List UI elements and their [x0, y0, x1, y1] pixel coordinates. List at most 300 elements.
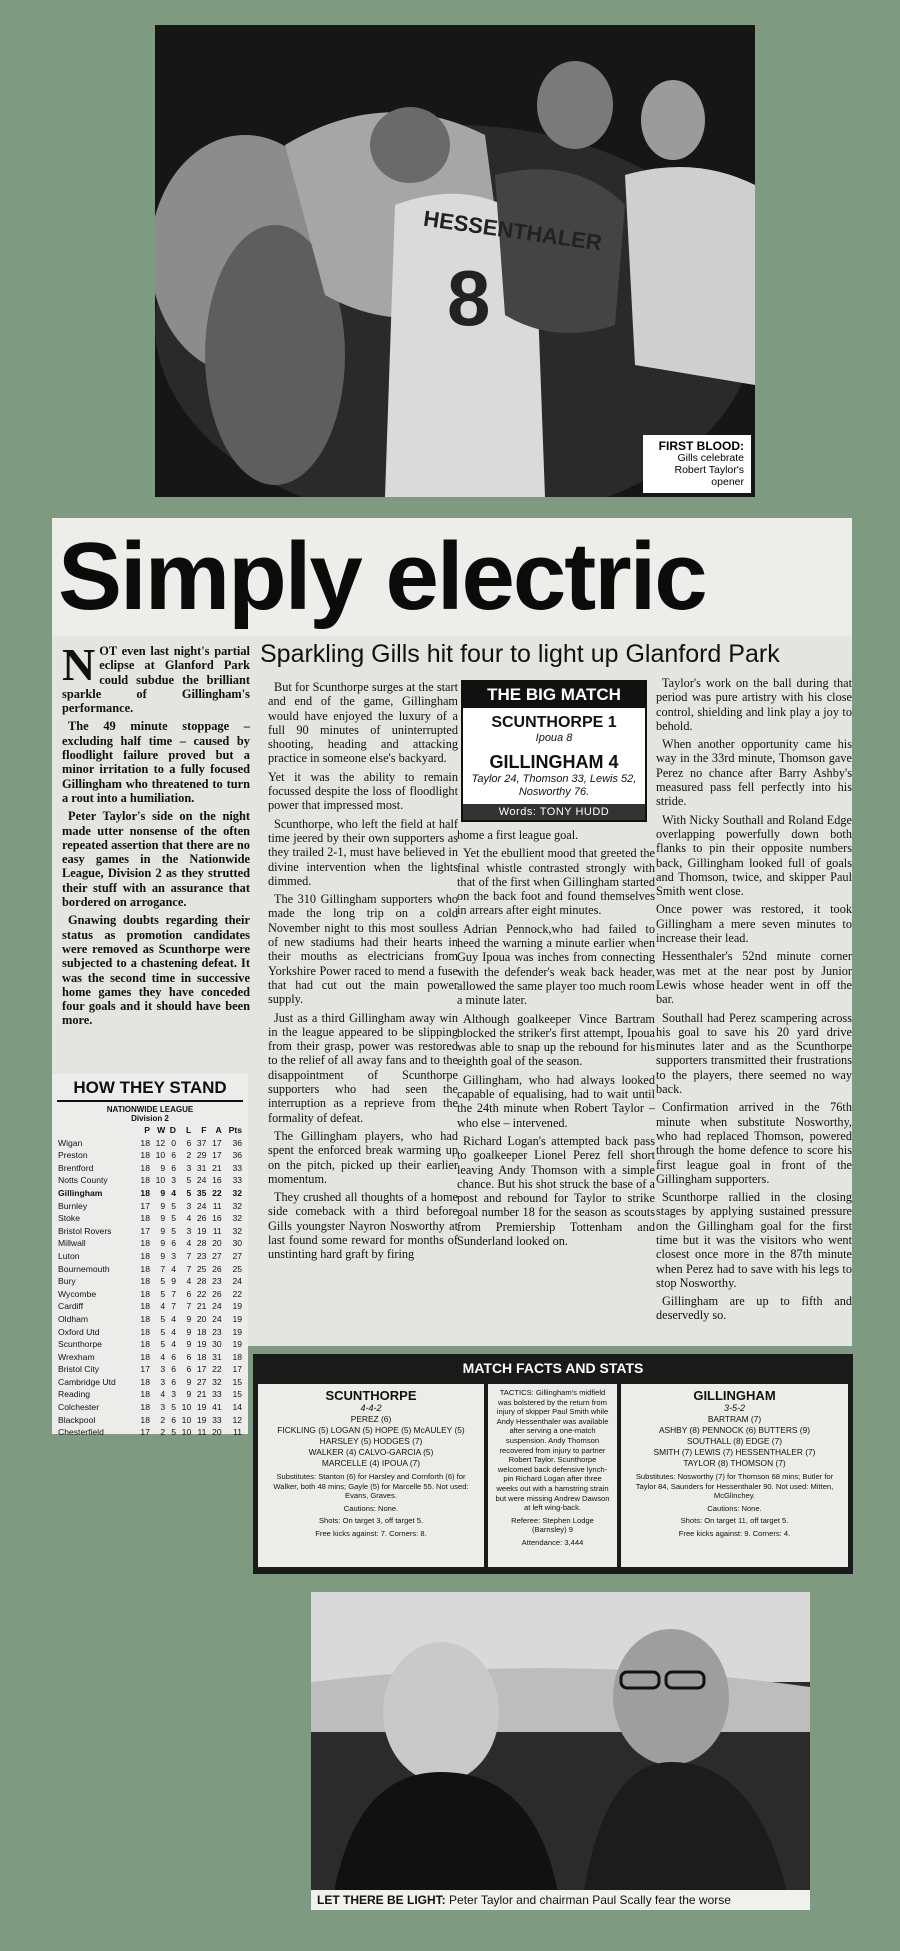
- league-table-row: [57, 1326, 243, 1339]
- league-table-panel: [52, 1074, 248, 1438]
- stat-cell: 5: [171, 1200, 177, 1211]
- league-table-row: [57, 1149, 243, 1162]
- stat-cell: 30: [232, 1238, 242, 1249]
- league-table-row: [57, 1250, 243, 1263]
- stat-cell: 9: [160, 1200, 166, 1211]
- team-name-cell: Bury: [58, 1276, 76, 1287]
- home-freekicks: Free kicks against: 7. Corners: 8.: [315, 1528, 427, 1538]
- photo-caption-text: Peter Taylor and chairman Paul Scally fear the worse: [449, 1893, 731, 1907]
- stat-cell: 18: [140, 1238, 150, 1249]
- stat-cell: 33: [212, 1414, 222, 1425]
- lineup-line: PEREZ (6): [350, 1414, 392, 1424]
- stat-cell: 18: [140, 1187, 150, 1198]
- stat-cell: 18: [140, 1402, 150, 1413]
- article-column-3: [457, 828, 655, 1318]
- stat-cell: 7: [186, 1263, 192, 1274]
- league-header-cell: W: [157, 1125, 166, 1135]
- stat-cell: 19: [232, 1313, 242, 1324]
- article-column-1: [62, 639, 250, 1086]
- subhead: Sparkling Gills hit four to light up Glanford Park: [260, 640, 780, 668]
- paragraph: Yet the ebullient mood that greeted the final whistle contrasted strongly with that of the first when Gillingham started on the back foot and found themselves in arrears after eight minutes.: [457, 846, 655, 918]
- stat-cell: 19: [232, 1301, 242, 1312]
- stat-cell: 4: [186, 1276, 192, 1287]
- attendance-text: Attendance: 3,444: [521, 1537, 584, 1547]
- photo-caption-head: LET THERE BE LIGHT:: [317, 1893, 446, 1907]
- stat-cell: 17: [212, 1150, 222, 1161]
- team-name-cell: Wrexham: [58, 1351, 95, 1362]
- big-match-title: THE BIG MATCH: [463, 682, 645, 708]
- stat-cell: 24: [196, 1175, 207, 1186]
- league-table-row: [57, 1212, 243, 1225]
- stat-cell: 6: [186, 1137, 192, 1148]
- stat-cell: 5: [160, 1339, 166, 1350]
- lineup-line: HARSLEY (5) HODGES (7): [319, 1436, 423, 1446]
- stat-cell: 4: [171, 1313, 177, 1324]
- team-name-cell: Cambridge Utd: [58, 1376, 116, 1387]
- league-table-row: [57, 1237, 243, 1250]
- stat-cell: 16: [212, 1175, 222, 1186]
- paragraph: But for Scunthorpe surges at the start and end of the game, Gillingham would have enjoyed the luxury of a full 90 minutes of uninterrupted shooting, heading and attacking practice in someone else's backyard.: [268, 680, 458, 766]
- league-table-row: [57, 1263, 243, 1276]
- stat-cell: 24: [196, 1200, 207, 1211]
- paragraph: Taylor's work on the ball during that period was pure artistry with his close control, shielding and link play a joy to behold.: [656, 676, 852, 733]
- stat-cell: 15: [232, 1389, 242, 1400]
- paragraph: Scunthorpe, who left the field at half time jeered by their own supporters as they trailed 2-1, must have believed in divine intervention when the lights dimmed.: [268, 816, 458, 888]
- paragraph: They crushed all thoughts of a home side comeback with a third before Gills youngster Nayron Nosworthy at last found some reward for months of unstinting hard graft by firing: [268, 1190, 458, 1262]
- big-match-box: [461, 680, 647, 822]
- stat-cell: 11: [233, 1427, 242, 1438]
- league-table-row: [57, 1401, 243, 1414]
- stat-cell: 2: [160, 1427, 166, 1438]
- headline: Simply electric: [52, 518, 852, 636]
- shirt-number-text: 8: [447, 254, 491, 342]
- home-substitutes: Substitutes: Stanton (6) for Harsley and Cornforth (6) for Walker, both 48 mins; Gayle (5) for Marcelle 55. Not used: Evans, Graves.: [273, 1472, 469, 1501]
- stat-cell: 5: [171, 1213, 177, 1224]
- stat-cell: 9: [160, 1238, 166, 1249]
- stat-cell: 3: [160, 1376, 166, 1387]
- stat-cell: 18: [140, 1213, 150, 1224]
- team-name-cell: Luton: [58, 1250, 80, 1261]
- stat-cell: 27: [232, 1250, 242, 1261]
- stat-cell: 19: [196, 1402, 207, 1413]
- stat-cell: 0: [171, 1137, 177, 1148]
- stat-cell: 10: [181, 1414, 192, 1425]
- home-team-name: SCUNTHORPE: [325, 1388, 417, 1403]
- lineup-line: SMITH (7) LEWIS (7) HESSENTHALER (7): [653, 1447, 816, 1457]
- paragraph: Richard Logan's attempted back pass to goalkeeper Lionel Perez fell short leaving Andy Thomson with a simple chance. But his shot struck the base of a post and rebound for Taylor to strike goal number 18 for the season as scouts from Premiership Tottenham and Sunderland looked on.: [457, 1133, 655, 1249]
- byline: Words: TONY HUDD: [463, 804, 645, 820]
- stat-cell: 6: [171, 1162, 177, 1173]
- stat-cell: 7: [186, 1301, 192, 1312]
- lineup-line: FICKLING (5) LOGAN (5) HOPE (5) McAULEY (5): [277, 1425, 465, 1435]
- lineup-line: WALKER (4) CALVO-GARCIA (5): [308, 1447, 434, 1457]
- stat-cell: 26: [212, 1288, 222, 1299]
- stat-cell: 31: [212, 1351, 222, 1362]
- stat-cell: 4: [160, 1301, 166, 1312]
- stat-cell: 6: [171, 1238, 177, 1249]
- stat-cell: 32: [232, 1187, 242, 1198]
- paragraph: When another opportunity came his way in the 33rd minute, Thomson gave Perez no chance after Barry Ashby's measured pass fell perfectly into his stride.: [656, 737, 852, 809]
- stat-cell: 9: [160, 1187, 166, 1198]
- team-name-cell: Stoke: [58, 1213, 80, 1224]
- paragraph: Southall had Perez scampering across his goal to save his 20 yard drive minutes later and as the Scunthorpe supporters transmitted their frustrations to the players, there seemed no way back.: [656, 1010, 852, 1097]
- stat-cell: 18: [140, 1137, 150, 1148]
- stat-cell: 10: [155, 1150, 166, 1161]
- stat-cell: 3: [160, 1364, 166, 1375]
- paragraph: Gillingham are up to fifth and deservedly so.: [656, 1294, 852, 1323]
- away-team-name: GILLINGHAM: [693, 1388, 776, 1403]
- paragraph: The 49 minute stoppage – excluding half time – caused by floodlight failure proved but a minor irritation to a fully focused Gillingham who threatened to turn a rout into a humiliation.: [62, 719, 250, 805]
- stat-cell: 6: [171, 1414, 177, 1425]
- stat-cell: 17: [140, 1364, 150, 1375]
- stat-cell: 10: [181, 1427, 192, 1438]
- stat-cell: 5: [171, 1427, 177, 1438]
- stat-cell: 16: [212, 1213, 222, 1224]
- league-table-row: [57, 1275, 243, 1288]
- stat-cell: 41: [212, 1402, 222, 1413]
- photo-caption: [311, 1890, 810, 1910]
- stat-cell: 18: [140, 1351, 150, 1362]
- stat-cell: 18: [140, 1326, 150, 1337]
- stat-cell: 3: [171, 1250, 177, 1261]
- stat-cell: 33: [232, 1175, 242, 1186]
- team-name-cell: Cardiff: [58, 1301, 84, 1312]
- lineup-line: BARTRAM (7): [707, 1414, 762, 1424]
- stat-cell: 26: [212, 1263, 222, 1274]
- lead-paragraph: NOT even last night's partial eclipse at Glanford Park could subdue the brilliant sparkle of Gillingham's performance.: [62, 639, 250, 716]
- team-name-cell: Scunthorpe: [58, 1339, 102, 1350]
- stat-cell: 6: [186, 1364, 192, 1375]
- stat-cell: 18: [232, 1351, 242, 1362]
- stat-cell: 5: [160, 1313, 166, 1324]
- stat-cell: 4: [171, 1187, 177, 1198]
- match-facts-title: MATCH FACTS AND STATS: [462, 1360, 644, 1376]
- stat-cell: 25: [196, 1263, 207, 1274]
- away-freekicks: Free kicks against: 9. Corners: 4.: [678, 1528, 791, 1538]
- stat-cell: 4: [171, 1339, 177, 1350]
- away-cautions: Cautions: None.: [707, 1503, 762, 1513]
- stat-cell: 32: [232, 1225, 242, 1236]
- stat-cell: 19: [196, 1339, 207, 1350]
- home-formation: 4-4-2: [360, 1403, 382, 1413]
- stat-cell: 23: [212, 1326, 222, 1337]
- stat-cell: 19: [196, 1225, 207, 1236]
- stat-cell: 3: [171, 1389, 177, 1400]
- stat-cell: 3: [171, 1175, 177, 1186]
- managers-photo-image: [311, 1592, 810, 1910]
- stat-cell: 3: [160, 1402, 166, 1413]
- paragraph: Yet it was the ability to remain focussed despite the loss of floodlight power that impressed most.: [268, 769, 458, 813]
- stat-cell: 11: [212, 1200, 222, 1211]
- paragraph: Gillingham, who had always looked capable of equalising, had to wait until the 24th minute when Robert Taylor – who else – intervened.: [457, 1072, 655, 1130]
- paragraph: Gnawing doubts regarding their status as promotion candidates were removed as Scunthorpe were subjected to a chastening defeat. It was the second time in successive home games they have conceded four goals and it should have been more.: [62, 913, 250, 1028]
- paragraph: Confirmation arrived in the 76th minute when substitute Nosworthy, who had replaced Thomson, powered through the home defence to score his first league goal in front of the Gillingham supporters.: [656, 1100, 852, 1186]
- stat-cell: 18: [140, 1389, 150, 1400]
- stat-cell: 6: [186, 1288, 192, 1299]
- stat-cell: 5: [171, 1402, 177, 1413]
- stat-cell: 10: [155, 1175, 166, 1186]
- paragraph: Although goalkeeper Vince Bartram blocked the striker's first attempt, Ipoua was able to snap up the rebound for his eighth goal of the season.: [457, 1011, 655, 1069]
- stat-cell: 6: [171, 1364, 177, 1375]
- stat-cell: 30: [212, 1339, 222, 1350]
- stat-cell: 22: [196, 1288, 207, 1299]
- team-name-cell: Chesterfield: [58, 1427, 104, 1438]
- stat-cell: 19: [232, 1339, 242, 1350]
- shirt-name-text: HESSENTHALER: [421, 205, 604, 256]
- drop-cap: N: [62, 639, 96, 690]
- stat-cell: 11: [212, 1225, 222, 1236]
- stat-cell: 7: [171, 1301, 177, 1312]
- team-name-cell: Wycombe: [58, 1288, 97, 1299]
- stat-cell: 4: [160, 1351, 166, 1362]
- team-name-cell: Oxford Utd: [58, 1326, 100, 1337]
- home-shots: Shots: On target 3, off target 5.: [318, 1516, 424, 1526]
- stat-cell: 18: [140, 1414, 150, 1425]
- league-header-cell: F: [201, 1125, 207, 1135]
- lineup-line: SOUTHALL (8) EDGE (7): [686, 1436, 783, 1446]
- stat-cell: 9: [186, 1376, 192, 1387]
- league-table: [57, 1124, 243, 1439]
- league-table-row: [57, 1388, 243, 1401]
- stat-cell: 37: [196, 1137, 207, 1148]
- stat-cell: 20: [212, 1238, 222, 1249]
- stat-cell: 7: [171, 1288, 177, 1299]
- stat-cell: 5: [186, 1175, 192, 1186]
- team-name-cell: Gillingham: [58, 1187, 103, 1198]
- stat-cell: 9: [160, 1213, 166, 1224]
- stat-cell: 18: [140, 1263, 150, 1274]
- team-name-cell: Notts County: [58, 1175, 108, 1186]
- home-lineup-box: [258, 1384, 484, 1567]
- stat-cell: 20: [196, 1313, 207, 1324]
- celebration-photo: [155, 25, 755, 497]
- stat-cell: 32: [232, 1213, 242, 1224]
- stat-cell: 18: [196, 1351, 207, 1362]
- lineup-line: TAYLOR (8) THOMSON (7): [683, 1458, 786, 1468]
- stat-cell: 36: [232, 1137, 242, 1148]
- stat-cell: 6: [171, 1351, 177, 1362]
- managers-photo: [311, 1592, 810, 1910]
- match-facts-panel: [253, 1354, 853, 1574]
- stat-cell: 18: [196, 1326, 207, 1337]
- team-name-cell: Oldham: [58, 1313, 89, 1324]
- stat-cell: 18: [140, 1313, 150, 1324]
- league-table-row: [57, 1174, 243, 1187]
- stat-cell: 9: [160, 1225, 166, 1236]
- stat-cell: 18: [140, 1276, 150, 1287]
- stat-cell: 17: [196, 1364, 207, 1375]
- away-formation: 3-5-2: [723, 1403, 745, 1413]
- league-table-title: HOW THEY STAND: [57, 1078, 243, 1102]
- paragraph: The Gillingham players, who had spent the enforced break warming up on the pitch, picked up their earlier momentum.: [268, 1128, 458, 1186]
- stat-cell: 9: [171, 1276, 177, 1287]
- team-name-cell: Wigan: [58, 1137, 83, 1148]
- stat-cell: 17: [140, 1200, 150, 1211]
- stat-cell: 9: [186, 1389, 192, 1400]
- team-name-cell: Bristol City: [58, 1364, 100, 1375]
- league-name: NATIONWIDE LEAGUE: [106, 1105, 194, 1114]
- stat-cell: 3: [186, 1162, 192, 1173]
- stat-cell: 14: [232, 1402, 242, 1413]
- stat-cell: 11: [197, 1427, 207, 1438]
- league-table-row: [57, 1313, 243, 1326]
- stat-cell: 35: [196, 1187, 207, 1198]
- league-header-cell: Pts: [228, 1125, 242, 1135]
- stat-cell: 10: [181, 1402, 192, 1413]
- home-team-score: SCUNTHORPE 1: [491, 714, 617, 731]
- team-name-cell: Preston: [58, 1150, 88, 1161]
- league-table-row: [57, 1426, 243, 1439]
- paragraph: Once power was restored, it took Gillingham a mere seven minutes to increase their lead.: [656, 902, 852, 946]
- stat-cell: 18: [140, 1250, 150, 1261]
- team-name-cell: Millwall: [58, 1238, 86, 1249]
- team-name-cell: Burnley: [58, 1200, 88, 1211]
- photo-caption: [643, 435, 751, 493]
- stat-cell: 29: [196, 1150, 207, 1161]
- stat-cell: 21: [196, 1301, 207, 1312]
- stat-cell: 7: [160, 1263, 166, 1274]
- stat-cell: 32: [212, 1376, 222, 1387]
- stat-cell: 28: [196, 1238, 207, 1249]
- league-table-header: [57, 1124, 243, 1137]
- stat-cell: 17: [140, 1225, 150, 1236]
- stat-cell: 26: [196, 1213, 207, 1224]
- stat-cell: 24: [212, 1313, 222, 1324]
- stat-cell: 32: [232, 1200, 242, 1211]
- stat-cell: 7: [186, 1250, 192, 1261]
- stat-cell: 25: [232, 1263, 242, 1274]
- home-cautions: Cautions: None.: [343, 1503, 399, 1513]
- stat-cell: 9: [186, 1313, 192, 1324]
- stat-cell: 19: [196, 1414, 207, 1425]
- stat-cell: 9: [186, 1326, 192, 1337]
- stat-cell: 9: [186, 1339, 192, 1350]
- stat-cell: 23: [212, 1276, 222, 1287]
- stat-cell: 6: [171, 1150, 177, 1161]
- article-column-2: [268, 680, 458, 1290]
- stat-cell: 22: [212, 1187, 222, 1198]
- stat-cell: 22: [232, 1288, 242, 1299]
- stat-cell: 5: [186, 1187, 192, 1198]
- stat-cell: 21: [196, 1389, 207, 1400]
- home-scorers: Ipoua 8: [535, 732, 573, 744]
- paragraph: Hessenthaler's 52nd minute corner was met at the near post by Junior Lewis whose header went in off the bar.: [656, 949, 852, 1007]
- stat-cell: 33: [212, 1389, 222, 1400]
- paragraph: With Nicky Southall and Roland Edge overlapping powerfully down both flanks to pin their opposite numbers back, Gillingham looked full of goals and Thomson, twice, and skipper Paul Smith went close.: [656, 812, 852, 899]
- tactics-text: TACTICS: Gillingham's midfield was bolstered by the return from injury of skipper Paul Smith while Andy Hessenthaler was available after serving a one-match suspension. Andy Thomson recovered from injury to partner Robert Taylor. Scunthorpe welcomed back defensive lynch-pin Richard Logan after three weeks out with a hamstring strain but were missing Andrew Dawson at left wing-back.: [495, 1388, 610, 1513]
- stat-cell: 4: [160, 1389, 166, 1400]
- stat-cell: 21: [212, 1162, 222, 1173]
- away-scorers: Taylor 24, Thomson 33, Lewis 52, Nosworthy 76.: [471, 773, 637, 798]
- article-column-4: [656, 676, 852, 1336]
- league-header-cell: L: [185, 1125, 192, 1135]
- league-table-row: [57, 1225, 243, 1238]
- stat-cell: 2: [186, 1150, 192, 1161]
- team-name-cell: Reading: [58, 1389, 91, 1400]
- stat-cell: 4: [186, 1213, 192, 1224]
- league-header-cell: P: [144, 1125, 150, 1135]
- league-table-row: [57, 1200, 243, 1213]
- photo-caption-head: FIRST BLOOD:: [658, 439, 744, 453]
- stat-cell: 20: [212, 1427, 222, 1438]
- league-table-row: [57, 1363, 243, 1376]
- paragraph: Adrian Pennock,who had failed to heed the warning a minute earlier when Guy Ipoua was inches from connecting with the defender's weak back header, allowed the same player too much room a minute later.: [457, 921, 655, 1008]
- league-table-row: [57, 1137, 243, 1150]
- stat-cell: 27: [212, 1250, 222, 1261]
- away-team-score: GILLINGHAM 4: [489, 752, 619, 772]
- stat-cell: 23: [196, 1250, 207, 1261]
- stat-cell: 12: [155, 1137, 166, 1148]
- stat-cell: 9: [160, 1162, 166, 1173]
- paragraph: home a first league goal.: [457, 828, 579, 842]
- stat-cell: 5: [160, 1326, 166, 1337]
- referee-text: Referee: Stephen Lodge (Barnsley) 9: [511, 1515, 594, 1535]
- stat-cell: 18: [140, 1339, 150, 1350]
- stat-cell: 3: [186, 1225, 192, 1236]
- paragraph: Scunthorpe rallied in the closing stages by applying sustained pressure on the Gillingham goal for the first time but it was the visitors who went closest once more in the 87th minute when Perez had to save with his legs to stop Nosworthy.: [656, 1190, 852, 1290]
- stat-cell: 4: [186, 1238, 192, 1249]
- stat-cell: 28: [196, 1276, 207, 1287]
- away-shots: Shots: On target 11, off target 5.: [680, 1516, 789, 1526]
- stat-cell: 24: [212, 1301, 222, 1312]
- league-header-cell: D: [169, 1125, 177, 1135]
- league-table-row: [57, 1162, 243, 1175]
- league-header-cell: A: [215, 1125, 222, 1135]
- photo-caption-text: Gills celebrate Robert Taylor's opener: [674, 452, 744, 488]
- stat-cell: 18: [140, 1150, 150, 1161]
- stat-cell: 19: [232, 1326, 242, 1337]
- stat-cell: 6: [186, 1351, 192, 1362]
- stat-cell: 5: [171, 1225, 177, 1236]
- league-table-row: [57, 1351, 243, 1364]
- stat-cell: 22: [212, 1364, 222, 1375]
- division-name: Division 2: [131, 1114, 169, 1123]
- league-header-cell: [57, 1124, 136, 1137]
- team-name-cell: Blackpool: [58, 1414, 96, 1425]
- stat-cell: 36: [232, 1150, 242, 1161]
- league-table-row: [57, 1300, 243, 1313]
- away-lineup-box: [621, 1384, 848, 1567]
- team-name-cell: Bournemouth: [58, 1263, 110, 1274]
- stat-cell: 27: [196, 1376, 207, 1387]
- league-table-row: [57, 1376, 243, 1389]
- league-table-row: [57, 1288, 243, 1301]
- stat-cell: 17: [212, 1137, 222, 1148]
- stat-cell: 17: [232, 1364, 242, 1375]
- team-name-cell: Colchester: [58, 1402, 100, 1413]
- league-table-row: [57, 1187, 243, 1200]
- paragraph: Just as a third Gillingham away win in the league appeared to be slipping from their grasp, power was restored to the relief of all away fans and to the disappointment of Scunthorpe supporters who had seen the interruption as a reprieve from the formality of defeat.: [268, 1010, 458, 1125]
- stat-cell: 6: [171, 1376, 177, 1387]
- stat-cell: 18: [140, 1288, 150, 1299]
- stat-cell: 33: [232, 1162, 242, 1173]
- stat-cell: 18: [140, 1162, 150, 1173]
- league-table-row: [57, 1338, 243, 1351]
- stat-cell: 4: [171, 1263, 177, 1274]
- team-name-cell: Bristol Rovers: [58, 1225, 112, 1236]
- celebration-photo-image: [155, 25, 755, 497]
- paragraph: Peter Taylor's side on the night made utter nonsense of the often repeated assertion that there are no easy games in the Nationwide League, Division 2 as they strutted their stuff with an assurance that bordered on arrogance.: [62, 809, 250, 910]
- stat-cell: 5: [160, 1288, 166, 1299]
- stat-cell: 18: [140, 1301, 150, 1312]
- paragraph: The 310 Gillingham supporters who made the long trip on a cold November night to this most soulless of new stadiums had their hearts in their mouths as electricians from Yorkshire Power raced to mend a fuse that had cut out the main power supply.: [268, 892, 458, 1007]
- team-name-cell: Brentford: [58, 1162, 94, 1173]
- stat-cell: 18: [140, 1376, 150, 1387]
- lineup-line: ASHBY (8) PENNOCK (6) BUTTERS (9): [658, 1425, 811, 1435]
- away-substitutes: Substitutes: Nosworthy (7) for Thomson 68 mins; Butler for Taylor 84, Saunders for Hessenthaler 90. Not used: Mitten, McGlinchey.: [635, 1472, 834, 1501]
- stat-cell: 5: [160, 1276, 166, 1287]
- stat-cell: 9: [160, 1250, 166, 1261]
